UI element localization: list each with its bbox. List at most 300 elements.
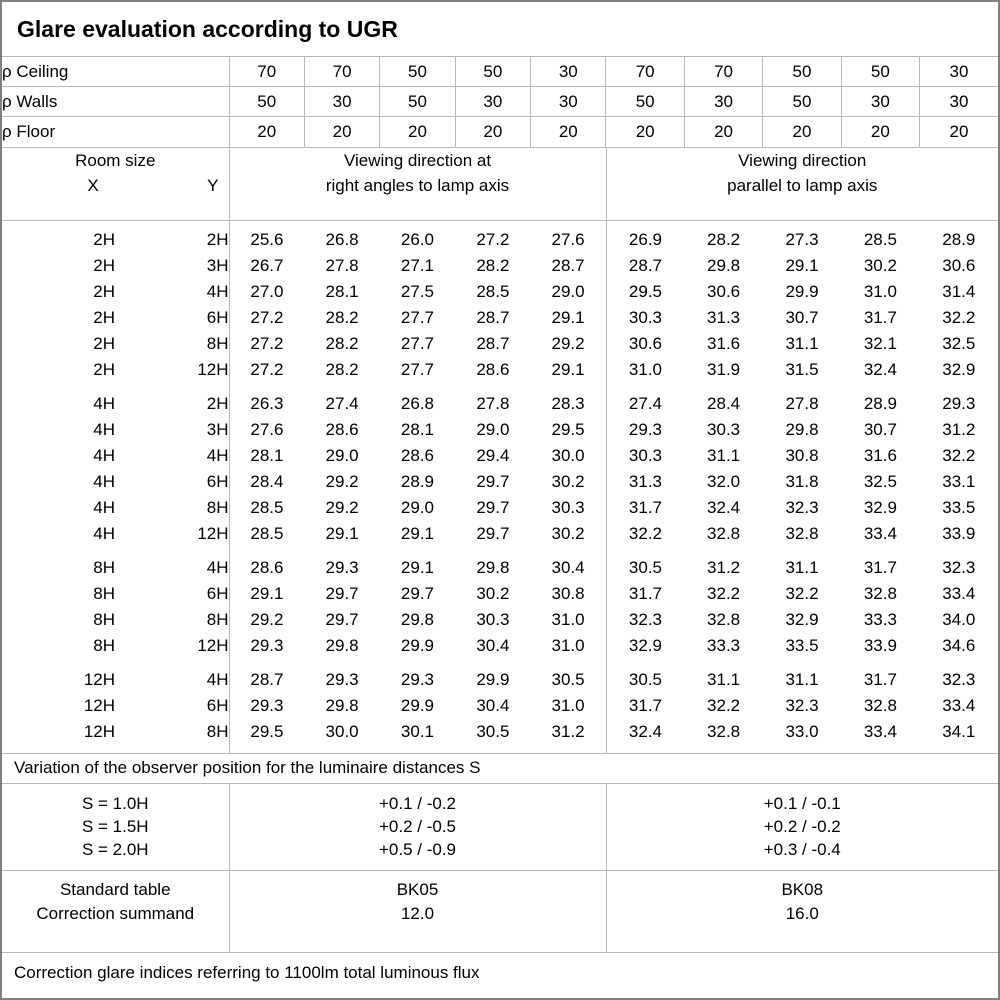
reflectance-label: ρ Walls bbox=[2, 87, 229, 117]
ugr-value: 28.7 bbox=[628, 255, 662, 275]
ugr-value: 28.5 bbox=[863, 229, 897, 249]
ugr-value: 28.5 bbox=[476, 281, 510, 301]
room-size-x: 8H bbox=[93, 583, 115, 603]
reflectance-value: 50 bbox=[606, 87, 684, 117]
room-size-x: 12H bbox=[83, 669, 115, 689]
room-size-header bbox=[2, 147, 229, 220]
ugr-value: 32.8 bbox=[863, 695, 897, 715]
ugr-value: 29.3 bbox=[250, 695, 284, 715]
ugr-row bbox=[2, 667, 998, 693]
ugr-value: 30.5 bbox=[628, 669, 662, 689]
ugr-value: 28.9 bbox=[400, 471, 435, 491]
ugr-value: 32.5 bbox=[863, 471, 897, 491]
room-size-x: 4H bbox=[93, 445, 115, 465]
spacer-cell bbox=[606, 383, 998, 391]
ugr-value: 32.4 bbox=[628, 721, 662, 741]
room-size-x: 2H bbox=[93, 229, 115, 249]
ugr-value: 27.0 bbox=[250, 281, 284, 301]
room-size-x: 4H bbox=[93, 419, 115, 439]
reflectance-value: 30 bbox=[684, 87, 762, 117]
ugr-value: 28.7 bbox=[476, 333, 510, 353]
column-header-band bbox=[2, 147, 998, 221]
room-size-y: 4H bbox=[115, 555, 229, 581]
reflectance-value: 50 bbox=[380, 57, 455, 87]
viewing-right-angles-line2: right angles to lamp axis bbox=[325, 175, 510, 195]
room-size-x: 4H bbox=[93, 471, 115, 491]
footer-note: Correction glare indices referring to 1100lm total luminous flux bbox=[2, 952, 998, 994]
room-size-x: 4H bbox=[93, 393, 115, 413]
ugr-value: 28.5 bbox=[250, 523, 284, 543]
ugr-value: 31.2 bbox=[942, 419, 976, 439]
spacer-cell bbox=[606, 745, 998, 753]
standard-right-angles bbox=[229, 871, 606, 952]
ugr-value: 30.2 bbox=[531, 521, 606, 547]
ugr-value: 27.5 bbox=[400, 281, 435, 301]
ugr-value: 28.6 bbox=[400, 445, 435, 465]
room-size-y: 4H bbox=[115, 279, 229, 305]
ugr-value: 33.3 bbox=[707, 635, 741, 655]
reflectance-value: 50 bbox=[455, 57, 530, 87]
reflectance-value: 20 bbox=[229, 117, 304, 147]
ugr-value: 30.5 bbox=[476, 721, 510, 741]
room-size-x: 4H bbox=[93, 497, 115, 517]
ugr-value: 33.4 bbox=[863, 721, 897, 741]
ugr-value: 29.7 bbox=[400, 583, 435, 603]
ugr-value: 29.9 bbox=[476, 669, 510, 689]
ugr-row bbox=[2, 443, 998, 469]
room-size-y: 8H bbox=[115, 719, 229, 745]
ugr-value: 33.9 bbox=[863, 635, 897, 655]
ugr-row bbox=[2, 253, 998, 279]
ugr-value: 31.4 bbox=[942, 281, 976, 301]
ugr-value: 34.0 bbox=[942, 609, 976, 629]
reflectance-value: 50 bbox=[763, 57, 841, 87]
reflectance-value: 20 bbox=[531, 117, 606, 147]
reflectance-value: 70 bbox=[606, 57, 684, 87]
reflectance-table bbox=[2, 56, 998, 147]
page-title: Glare evaluation according to UGR bbox=[17, 15, 398, 42]
ugr-value: 29.7 bbox=[476, 471, 510, 491]
ugr-value: 29.8 bbox=[325, 635, 359, 655]
s-variation-row bbox=[2, 783, 998, 870]
ugr-value: 30.3 bbox=[628, 445, 662, 465]
ugr-value: 30.2 bbox=[863, 255, 897, 275]
variation-note: Variation of the observer position for the luminaire distances S bbox=[2, 753, 998, 783]
ugr-row bbox=[2, 495, 998, 521]
ugr-value: 29.8 bbox=[400, 609, 435, 629]
ugr-value: 27.4 bbox=[325, 393, 359, 413]
spacer-cell bbox=[2, 383, 229, 391]
ugr-value: 33.5 bbox=[942, 497, 976, 517]
ugr-value: 28.5 bbox=[250, 497, 284, 517]
ugr-value: 31.1 bbox=[707, 445, 741, 465]
ugr-value: 31.6 bbox=[863, 445, 897, 465]
ugr-values-table bbox=[2, 220, 998, 753]
ugr-value: 27.1 bbox=[400, 255, 435, 275]
room-size-x: 8H bbox=[93, 635, 115, 655]
spacer-cell bbox=[229, 745, 606, 753]
ugr-value: 31.1 bbox=[785, 333, 819, 353]
ugr-value: 26.8 bbox=[400, 393, 435, 413]
ugr-value: 33.3 bbox=[863, 609, 897, 629]
ugr-value: 31.7 bbox=[628, 497, 662, 517]
ugr-value: 28.2 bbox=[325, 359, 359, 379]
ugr-value: 32.2 bbox=[785, 583, 819, 603]
ugr-row bbox=[2, 469, 998, 495]
room-size-x: 8H bbox=[93, 557, 115, 577]
ugr-value: 30.7 bbox=[785, 307, 819, 327]
ugr-value: 29.1 bbox=[531, 305, 606, 331]
ugr-value: 32.2 bbox=[942, 307, 976, 327]
s-value: +0.2 / -0.5 bbox=[378, 817, 457, 837]
reflectance-value: 70 bbox=[684, 57, 762, 87]
spacer-cell bbox=[229, 659, 606, 667]
correction-summand-value: 16.0 bbox=[785, 904, 819, 923]
room-size-y: 12H bbox=[115, 633, 229, 659]
room-size-y: 6H bbox=[115, 469, 229, 495]
ugr-value: 29.7 bbox=[476, 523, 510, 543]
ugr-row bbox=[2, 227, 998, 253]
ugr-value: 30.2 bbox=[531, 469, 606, 495]
ugr-value: 29.9 bbox=[785, 281, 819, 301]
reflectance-value: 70 bbox=[304, 57, 379, 87]
ugr-value: 28.4 bbox=[707, 393, 741, 413]
ugr-value: 25.6 bbox=[250, 229, 284, 249]
standard-table-value: BK05 bbox=[396, 880, 439, 899]
ugr-value: 31.1 bbox=[785, 557, 819, 577]
s-value: +0.5 / -0.9 bbox=[378, 840, 457, 860]
ugr-value: 30.2 bbox=[476, 583, 510, 603]
room-size-y: 4H bbox=[115, 443, 229, 469]
room-size-x: 2H bbox=[93, 333, 115, 353]
ugr-row bbox=[2, 279, 998, 305]
room-size-x: 2H bbox=[93, 255, 115, 275]
spacer-cell bbox=[606, 659, 998, 667]
ugr-value: 31.7 bbox=[628, 583, 662, 603]
ugr-value: 31.0 bbox=[531, 633, 606, 659]
ugr-value: 30.5 bbox=[628, 557, 662, 577]
correction-summand-label: Correction summand bbox=[36, 904, 195, 923]
ugr-value: 33.4 bbox=[942, 583, 976, 603]
ugr-value: 29.5 bbox=[628, 281, 662, 301]
ugr-value: 30.3 bbox=[707, 419, 741, 439]
reflectance-value: 30 bbox=[841, 87, 919, 117]
reflectance-value: 50 bbox=[380, 87, 455, 117]
s-distance-labels bbox=[2, 783, 229, 870]
ugr-value: 32.8 bbox=[707, 523, 741, 543]
ugr-value: 27.6 bbox=[531, 227, 606, 253]
room-size-y: 3H bbox=[115, 253, 229, 279]
ugr-value: 31.7 bbox=[863, 669, 897, 689]
ugr-value: 28.1 bbox=[400, 419, 435, 439]
ugr-value: 32.2 bbox=[942, 445, 976, 465]
ugr-value: 32.3 bbox=[942, 557, 976, 577]
ugr-value: 33.4 bbox=[942, 695, 976, 715]
reflectance-value: 50 bbox=[841, 57, 919, 87]
ugr-value: 29.5 bbox=[250, 721, 284, 741]
s-value: +0.1 / -0.2 bbox=[378, 794, 457, 814]
reflectance-value: 20 bbox=[304, 117, 379, 147]
ugr-value: 28.6 bbox=[250, 557, 284, 577]
ugr-row bbox=[2, 417, 998, 443]
ugr-value: 29.9 bbox=[400, 635, 435, 655]
ugr-value: 32.3 bbox=[628, 609, 662, 629]
ugr-value: 29.3 bbox=[942, 393, 976, 413]
s-variation-table bbox=[2, 783, 998, 871]
room-size-y: 2H bbox=[115, 391, 229, 417]
reflectance-value: 50 bbox=[763, 87, 841, 117]
spacer-cell bbox=[2, 745, 229, 753]
ugr-value: 31.0 bbox=[628, 359, 662, 379]
ugr-value: 28.3 bbox=[531, 391, 606, 417]
standard-table-row bbox=[2, 871, 998, 952]
ugr-value: 27.8 bbox=[785, 393, 819, 413]
ugr-value: 29.8 bbox=[707, 255, 741, 275]
ugr-value: 31.1 bbox=[785, 669, 819, 689]
s-label: S = 2.0H bbox=[81, 840, 149, 860]
ugr-value: 32.2 bbox=[628, 523, 662, 543]
ugr-value: 27.3 bbox=[785, 229, 819, 249]
ugr-value: 29.2 bbox=[531, 331, 606, 357]
group-spacer-row bbox=[2, 383, 998, 391]
s-label: S = 1.5H bbox=[81, 817, 149, 837]
viewing-parallel-header bbox=[606, 147, 998, 220]
reflectance-value: 30 bbox=[920, 87, 998, 117]
room-size-y: 6H bbox=[115, 693, 229, 719]
room-size-x: 4H bbox=[93, 523, 115, 543]
ugr-value: 32.8 bbox=[707, 609, 741, 629]
ugr-value: 29.0 bbox=[400, 497, 435, 517]
room-size-y: 8H bbox=[115, 495, 229, 521]
ugr-row bbox=[2, 581, 998, 607]
ugr-value: 33.0 bbox=[785, 721, 819, 741]
reflectance-value: 20 bbox=[920, 117, 998, 147]
ugr-value: 30.6 bbox=[707, 281, 741, 301]
ugr-value: 31.7 bbox=[863, 307, 897, 327]
ugr-value: 32.8 bbox=[863, 583, 897, 603]
y-column-label: Y bbox=[207, 175, 219, 195]
spacer-cell bbox=[2, 659, 229, 667]
ugr-row bbox=[2, 607, 998, 633]
ugr-value: 32.4 bbox=[707, 497, 741, 517]
ugr-value: 30.0 bbox=[531, 443, 606, 469]
ugr-value: 30.4 bbox=[476, 695, 510, 715]
ugr-value: 30.7 bbox=[863, 419, 897, 439]
ugr-value: 26.7 bbox=[250, 255, 284, 275]
ugr-value: 28.7 bbox=[476, 307, 510, 327]
reflectance-value: 30 bbox=[455, 87, 530, 117]
xy-labels bbox=[2, 173, 229, 198]
s-value: +0.3 / -0.4 bbox=[763, 840, 841, 860]
room-size-y: 6H bbox=[115, 305, 229, 331]
ugr-value: 31.3 bbox=[628, 471, 662, 491]
reflectance-value: 50 bbox=[229, 87, 304, 117]
reflectance-value: 20 bbox=[380, 117, 455, 147]
ugr-value: 27.2 bbox=[476, 229, 510, 249]
ugr-value: 31.2 bbox=[531, 719, 606, 745]
ugr-value: 27.7 bbox=[400, 359, 435, 379]
ugr-value: 30.4 bbox=[476, 635, 510, 655]
ugr-value: 28.4 bbox=[250, 471, 284, 491]
reflectance-value: 20 bbox=[684, 117, 762, 147]
ugr-value: 32.3 bbox=[785, 497, 819, 517]
s-value: +0.1 / -0.1 bbox=[763, 794, 841, 814]
ugr-value: 29.1 bbox=[325, 523, 359, 543]
ugr-value: 31.2 bbox=[707, 557, 741, 577]
s-values-parallel bbox=[606, 783, 998, 870]
ugr-value: 29.7 bbox=[325, 583, 359, 603]
ugr-value: 29.2 bbox=[325, 497, 359, 517]
ugr-value: 32.1 bbox=[863, 333, 897, 353]
room-size-x: 2H bbox=[93, 281, 115, 301]
spacer-cell bbox=[229, 383, 606, 391]
room-size-y: 12H bbox=[115, 521, 229, 547]
ugr-value: 32.0 bbox=[707, 471, 741, 491]
ugr-value: 29.8 bbox=[325, 695, 359, 715]
ugr-value: 31.0 bbox=[531, 607, 606, 633]
ugr-value: 28.7 bbox=[531, 253, 606, 279]
reflectance-value: 30 bbox=[304, 87, 379, 117]
ugr-value: 31.0 bbox=[863, 281, 897, 301]
ugr-value: 31.6 bbox=[707, 333, 741, 353]
ugr-value: 29.5 bbox=[531, 417, 606, 443]
ugr-value: 29.3 bbox=[325, 557, 359, 577]
ugr-value: 31.1 bbox=[707, 669, 741, 689]
ugr-value: 30.8 bbox=[531, 581, 606, 607]
ugr-row bbox=[2, 693, 998, 719]
ugr-value: 32.8 bbox=[785, 523, 819, 543]
ugr-value: 33.4 bbox=[863, 523, 897, 543]
room-size-y: 4H bbox=[115, 667, 229, 693]
ugr-row bbox=[2, 555, 998, 581]
standard-labels bbox=[2, 871, 229, 952]
room-size-x: 2H bbox=[93, 359, 115, 379]
ugr-row bbox=[2, 305, 998, 331]
reflectance-value: 30 bbox=[531, 87, 606, 117]
group-spacer-row bbox=[2, 547, 998, 555]
room-size-x: 8H bbox=[93, 609, 115, 629]
room-size-x: 12H bbox=[83, 721, 115, 741]
ugr-value: 29.9 bbox=[400, 695, 435, 715]
ugr-value: 27.7 bbox=[400, 307, 435, 327]
ugr-value: 27.4 bbox=[628, 393, 662, 413]
reflectance-label: ρ Ceiling bbox=[2, 61, 69, 81]
s-value: +0.2 / -0.2 bbox=[763, 817, 841, 837]
ugr-value: 28.9 bbox=[863, 393, 897, 413]
ugr-value: 26.9 bbox=[628, 229, 662, 249]
x-column-label: X bbox=[87, 175, 99, 195]
standard-table-value: BK08 bbox=[781, 880, 824, 899]
ugr-value: 27.8 bbox=[476, 393, 510, 413]
reflectance-value: 30 bbox=[920, 57, 998, 87]
group-spacer-row bbox=[2, 659, 998, 667]
ugr-value: 28.6 bbox=[476, 359, 510, 379]
ugr-value: 32.8 bbox=[707, 721, 741, 741]
ugr-value: 34.1 bbox=[942, 721, 976, 741]
ugr-row bbox=[2, 357, 998, 383]
ugr-value: 29.7 bbox=[325, 609, 359, 629]
reflectance-value: 30 bbox=[531, 57, 606, 87]
ugr-value: 27.8 bbox=[325, 255, 359, 275]
correction-summand-value: 12.0 bbox=[400, 904, 435, 923]
ugr-value: 30.1 bbox=[400, 721, 435, 741]
ugr-value: 32.2 bbox=[707, 695, 741, 715]
ugr-value: 29.4 bbox=[476, 445, 510, 465]
ugr-value: 32.9 bbox=[942, 359, 976, 379]
ugr-value: 31.3 bbox=[707, 307, 741, 327]
ugr-row bbox=[2, 331, 998, 357]
ugr-value: 33.5 bbox=[785, 635, 819, 655]
viewing-right-angles-line1: Viewing direction at bbox=[343, 150, 492, 170]
ugr-value: 31.9 bbox=[707, 359, 741, 379]
room-size-y: 8H bbox=[115, 607, 229, 633]
spacer-cell bbox=[606, 547, 998, 555]
ugr-value: 29.3 bbox=[400, 669, 435, 689]
viewing-parallel-line2: parallel to lamp axis bbox=[727, 175, 878, 195]
ugr-value: 28.9 bbox=[942, 229, 976, 249]
s-label: S = 1.0H bbox=[81, 794, 149, 814]
ugr-value: 27.7 bbox=[400, 333, 435, 353]
ugr-value: 29.3 bbox=[250, 635, 284, 655]
ugr-value: 32.9 bbox=[785, 609, 819, 629]
ugr-value: 30.3 bbox=[531, 495, 606, 521]
room-size-y: 12H bbox=[115, 357, 229, 383]
ugr-row bbox=[2, 633, 998, 659]
ugr-value: 29.1 bbox=[250, 583, 284, 603]
column-header-row bbox=[2, 147, 998, 220]
ugr-value: 29.3 bbox=[325, 669, 359, 689]
ugr-value: 33.1 bbox=[942, 471, 976, 491]
ugr-value: 29.1 bbox=[400, 557, 435, 577]
ugr-value: 28.7 bbox=[250, 669, 284, 689]
ugr-value: 32.9 bbox=[628, 635, 662, 655]
spacer-cell bbox=[229, 547, 606, 555]
reflectance-row bbox=[2, 57, 998, 87]
spacer-cell bbox=[2, 547, 229, 555]
ugr-value: 29.2 bbox=[250, 609, 284, 629]
ugr-value: 30.0 bbox=[325, 721, 359, 741]
reflectance-value: 20 bbox=[841, 117, 919, 147]
ugr-row bbox=[2, 719, 998, 745]
ugr-value: 30.5 bbox=[531, 667, 606, 693]
ugr-value: 28.2 bbox=[476, 255, 510, 275]
ugr-value: 30.3 bbox=[628, 307, 662, 327]
ugr-value: 26.8 bbox=[325, 229, 359, 249]
ugr-value: 32.3 bbox=[942, 669, 976, 689]
reflectance-value: 20 bbox=[763, 117, 841, 147]
ugr-value: 32.2 bbox=[707, 583, 741, 603]
ugr-value: 32.5 bbox=[942, 333, 976, 353]
ugr-value: 28.1 bbox=[325, 281, 359, 301]
reflectance-value: 70 bbox=[229, 57, 304, 87]
ugr-value: 29.1 bbox=[531, 357, 606, 383]
ugr-value: 27.2 bbox=[250, 359, 284, 379]
ugr-value: 29.1 bbox=[785, 255, 819, 275]
ugr-value: 28.6 bbox=[325, 419, 359, 439]
ugr-value: 28.1 bbox=[250, 445, 284, 465]
ugr-row bbox=[2, 521, 998, 547]
ugr-value: 29.2 bbox=[325, 471, 359, 491]
ugr-value: 29.1 bbox=[400, 523, 435, 543]
reflectance-value: 20 bbox=[455, 117, 530, 147]
ugr-value: 31.8 bbox=[785, 471, 819, 491]
standard-parallel bbox=[606, 871, 998, 952]
reflectance-row bbox=[2, 117, 998, 147]
standard-table-band bbox=[2, 870, 998, 952]
ugr-value: 29.0 bbox=[531, 279, 606, 305]
standard-table-label: Standard table bbox=[59, 880, 171, 899]
s-values-right-angles bbox=[229, 783, 606, 870]
